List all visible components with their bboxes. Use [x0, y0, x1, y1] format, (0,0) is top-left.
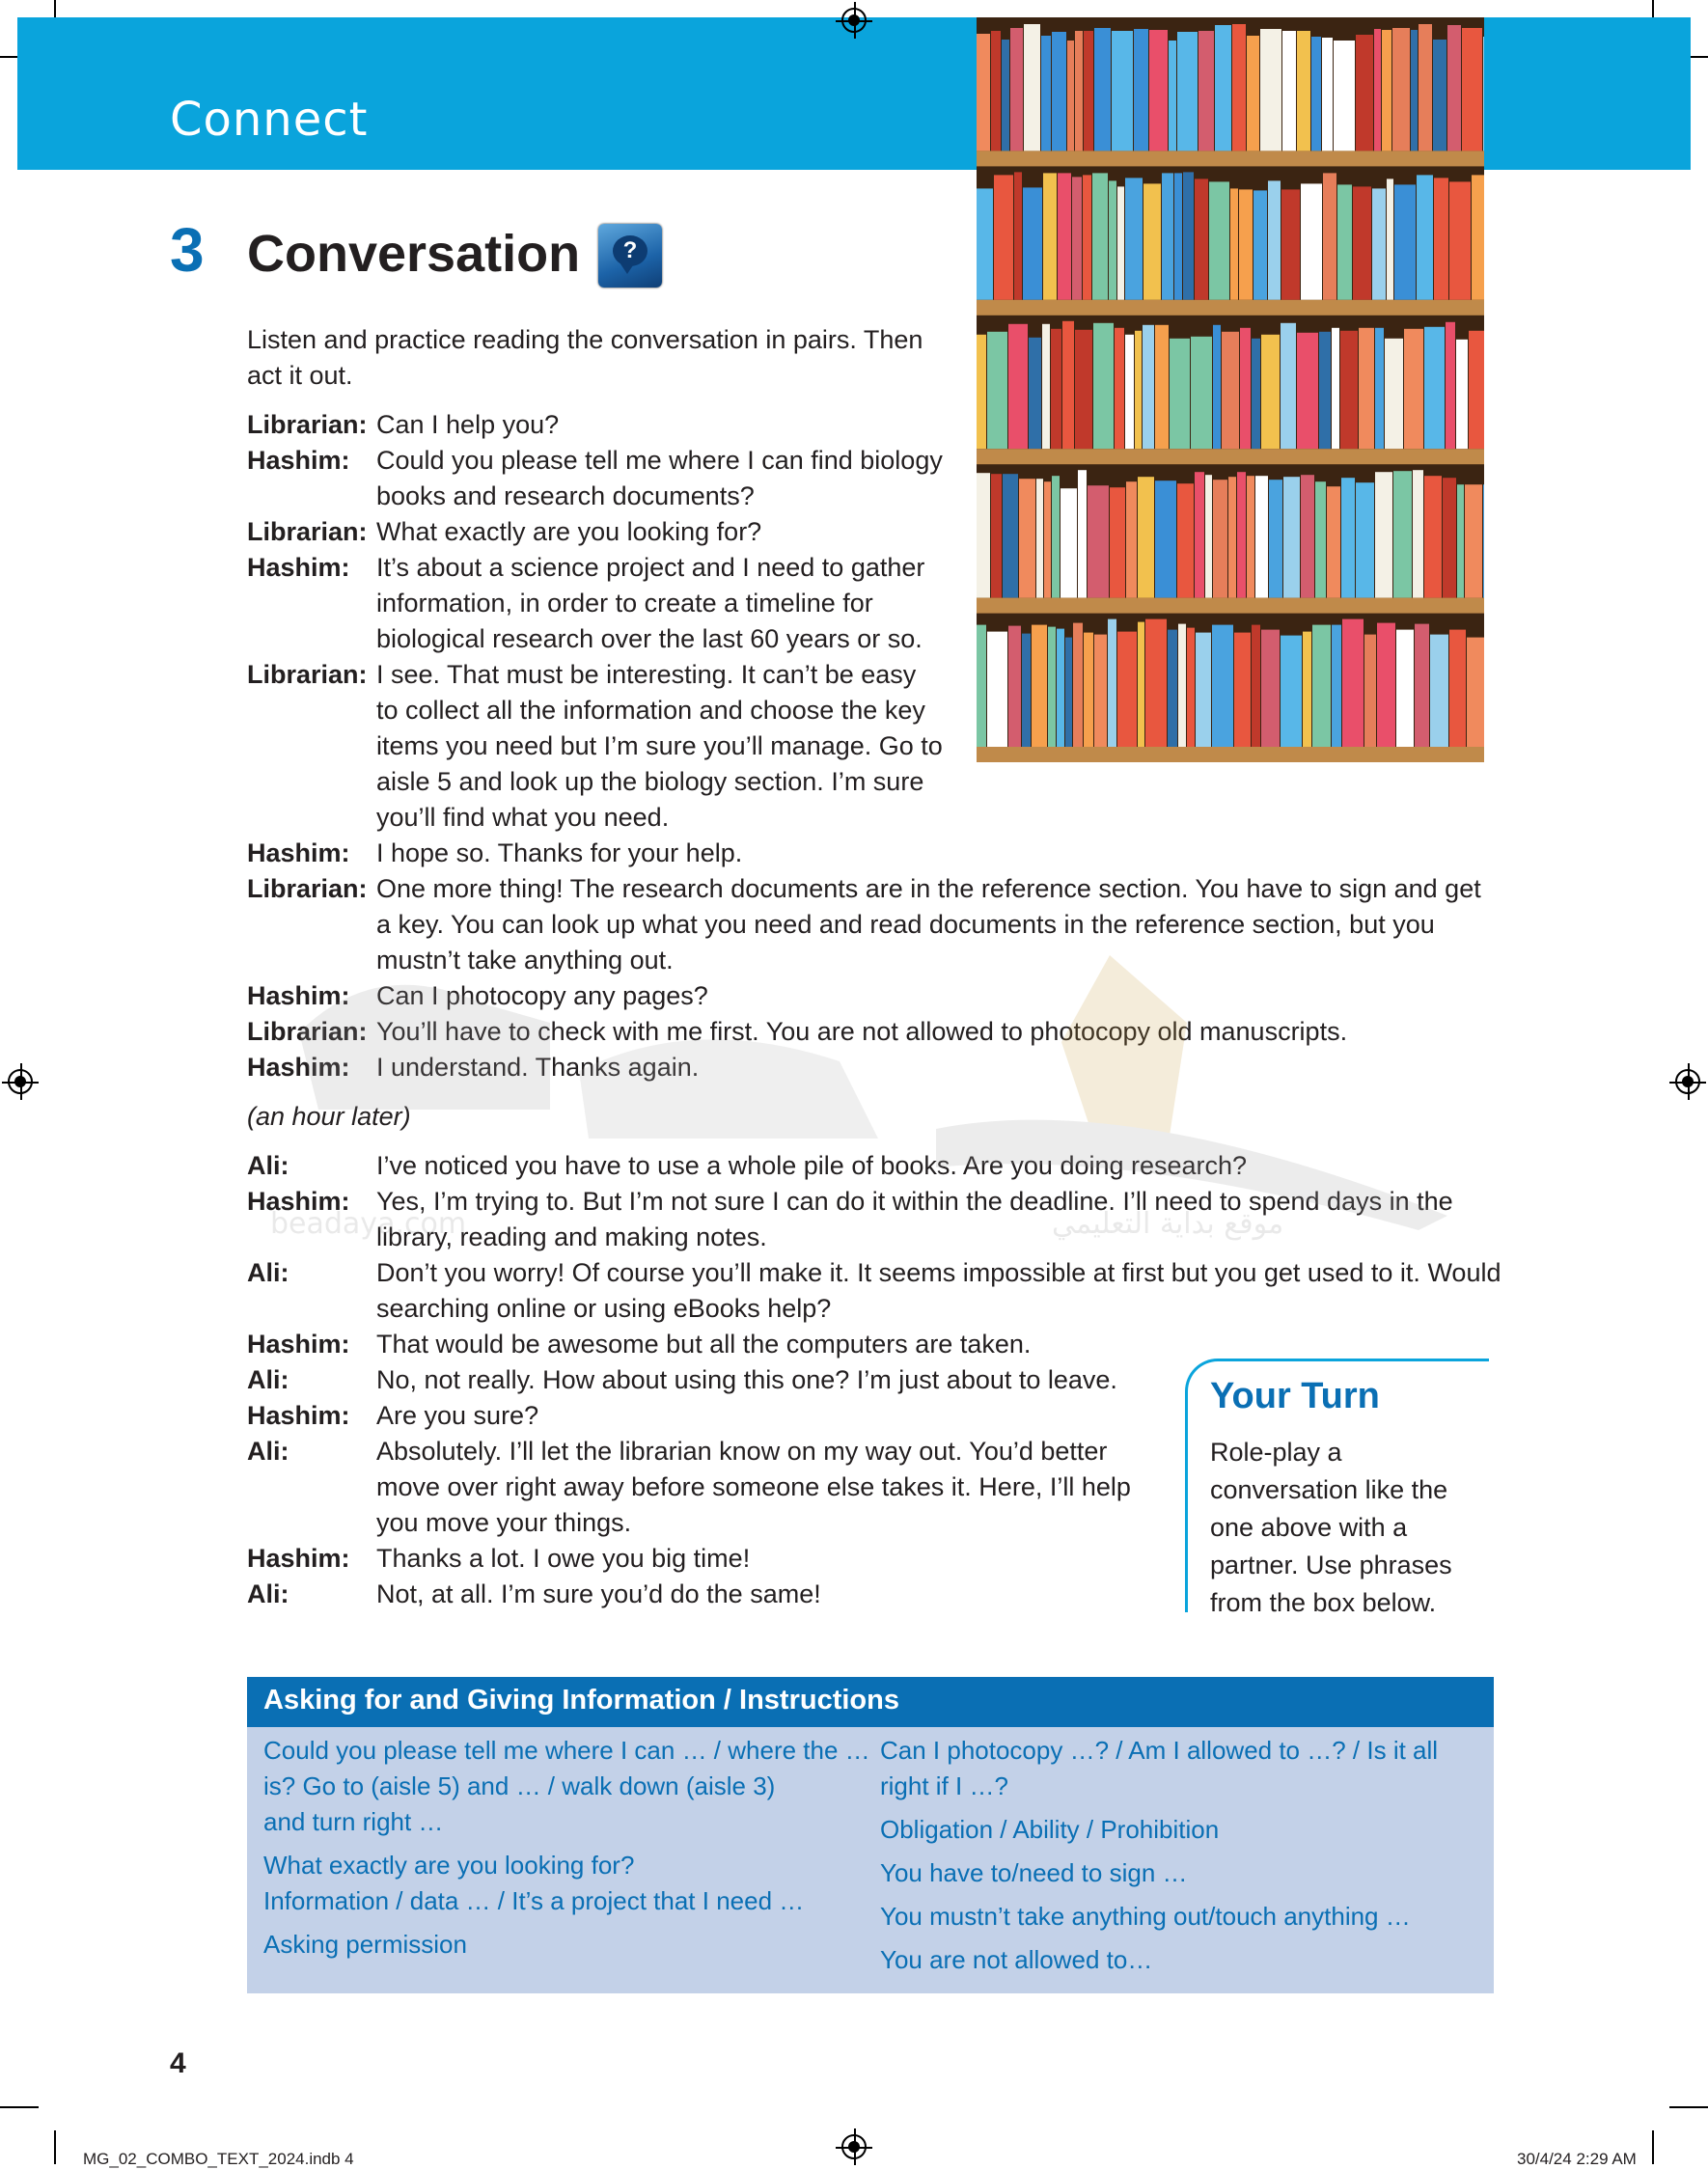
dialogue-line: I see. That must be interesting. It can’t be easy	[376, 660, 917, 689]
speaker-label: Hashim:	[247, 1053, 350, 1082]
section-number: 3	[170, 215, 205, 285]
header-title: Connect	[170, 93, 369, 147]
dialogue-line: library, reading and making notes.	[376, 1222, 767, 1251]
dialogue-line: to collect all the information and choose the key	[376, 696, 925, 725]
dialogue-line: It’s about a science project and I need to gather	[376, 553, 925, 582]
registration-mark-icon	[1675, 1069, 1700, 1094]
dialogue-line: Can I help you?	[376, 410, 560, 439]
dialogue-line: What exactly are you looking for?	[376, 517, 762, 546]
dialogue-line: One more thing! The research documents are in the reference section. You have to sign and get	[376, 874, 1481, 903]
phrase-item: is? Go to (aisle 5) and … / walk down (aisle 3)	[263, 1771, 776, 1800]
phrase-item: Asking permission	[263, 1930, 467, 1959]
footer-file: MG_02_COMBO_TEXT_2024.indb 4	[83, 2150, 354, 2168]
dialogue-line: you’ll find what you need.	[376, 803, 670, 832]
your-turn-title: Your Turn	[1210, 1376, 1380, 1416]
speaker-label: Ali:	[247, 1365, 289, 1394]
watermark-latin: beadaya.com	[270, 1207, 467, 1241]
dialogue-line: searching online or using eBooks help?	[376, 1294, 832, 1323]
dialogue-line: Can I photocopy any pages?	[376, 981, 708, 1010]
speaker-label: Hashim:	[247, 981, 350, 1010]
speaker-label: Hashim:	[247, 838, 350, 867]
phrase-item: You are not allowed to…	[880, 1945, 1153, 1974]
dialogue-line: That would be awesome but all the computers are taken.	[376, 1330, 1032, 1359]
dialogue-line: No, not really. How about using this one? I’m just about to leave.	[376, 1365, 1117, 1394]
dialogue-line: books and research documents?	[376, 481, 755, 510]
your-turn-line: from the box below.	[1210, 1588, 1437, 1617]
instructions-text: Listen and practice reading the conversation in pairs. Then act it out.	[247, 325, 923, 390]
speaker-label: Librarian:	[247, 1017, 368, 1046]
dialogue-line: I’ve noticed you have to use a whole pile of books. Are you doing research?	[376, 1151, 1248, 1180]
speaker-label: Librarian:	[247, 517, 368, 546]
your-turn-text	[1210, 1434, 1471, 1622]
phrase-item: Could you please tell me where I can … / where the …	[263, 1736, 870, 1765]
dialogue-line: move over right away before someone else takes it. Here, I’ll help	[376, 1472, 1131, 1501]
registration-mark-icon	[841, 2134, 867, 2159]
dialogue-line: Not, at all. I’m sure you’d do the same!	[376, 1579, 821, 1608]
phrase-item: Obligation / Ability / Prohibition	[880, 1815, 1220, 1844]
dialogue-line: Thanks a lot. I owe you big time!	[376, 1544, 751, 1573]
registration-mark-icon	[841, 8, 867, 33]
speaker-label: Hashim:	[247, 1330, 350, 1359]
page-number: 4	[170, 2047, 186, 2079]
speaker-label: Ali:	[247, 1258, 289, 1287]
dialogue-line: items you need but I’m sure you’ll manage. Go to	[376, 731, 943, 760]
phrase-item: You have to/need to sign …	[880, 1858, 1188, 1887]
dialogue-line: Are you sure?	[376, 1401, 539, 1430]
speaker-label: Ali:	[247, 1151, 289, 1180]
dialogue-line: aisle 5 and look up the biology section. I’m sure	[376, 767, 924, 796]
phrase-item: You mustn’t take anything out/touch anything …	[880, 1902, 1411, 1931]
dialogue-line: Absolutely. I’ll let the librarian know on my way out. You’d better	[376, 1437, 1108, 1466]
time-note: (an hour later)	[247, 1102, 411, 1131]
dialogue-line: I understand. Thanks again.	[376, 1053, 700, 1082]
phrase-item: right if I …?	[880, 1771, 1008, 1800]
speaker-label: Librarian:	[247, 874, 368, 903]
speaker-label: Hashim:	[247, 446, 350, 475]
speaker-label: Hashim:	[247, 553, 350, 582]
dialogue-line: you move your things.	[376, 1508, 632, 1537]
speaker-label: Librarian:	[247, 410, 368, 439]
phrase-item: Can I photocopy …? / Am I allowed to …? / Is it all	[880, 1736, 1439, 1765]
dialogue-line: Don’t you worry! Of course you’ll make it. It seems impossible at first but you get used to it. Would	[376, 1258, 1501, 1287]
dialogue-line: mustn’t take anything out.	[376, 946, 674, 975]
bookshelf-photo	[977, 17, 1484, 762]
speaker-label: Ali:	[247, 1437, 289, 1466]
speaker-label: Librarian:	[247, 660, 368, 689]
dialogue-line: a key. You can look up what you need and read documents in the reference section, but you	[376, 910, 1435, 939]
phrase-item: Information / data … / It’s a project that I need …	[263, 1886, 805, 1915]
question-mark-icon: ?	[613, 235, 647, 266]
dialogue-line: biological research over the last 60 years or so.	[376, 624, 923, 653]
dialogue-line: information, in order to create a timeline for	[376, 589, 873, 618]
speaker-label: Hashim:	[247, 1544, 350, 1573]
speaker-label: Hashim:	[247, 1187, 350, 1216]
footer-date: 30/4/24 2:29 AM	[1517, 2150, 1637, 2168]
speaker-label: Hashim:	[247, 1401, 350, 1430]
phrase-box-title: Asking for and Giving Information / Instructions	[263, 1685, 899, 1716]
your-turn-line: conversation like the	[1210, 1475, 1448, 1504]
registration-mark-icon	[8, 1069, 33, 1094]
your-turn-line: one above with a	[1210, 1513, 1408, 1542]
watermark-arabic: موقع بداية التعليمي	[1052, 1207, 1284, 1241]
help-speech-bubble-icon[interactable]	[598, 224, 662, 288]
section-title: Conversation	[247, 225, 581, 283]
dialogue-line: I hope so. Thanks for your help.	[376, 838, 743, 867]
phrase-item: and turn right …	[263, 1807, 444, 1836]
dialogue-line: You’ll have to check with me first. You are not allowed to photocopy old manuscripts.	[376, 1017, 1348, 1046]
phrase-item: What exactly are you looking for?	[263, 1851, 635, 1880]
your-turn-line: partner. Use phrases	[1210, 1551, 1452, 1579]
speaker-label: Ali:	[247, 1579, 289, 1608]
your-turn-line: Role-play a	[1210, 1438, 1342, 1467]
dialogue-line: Could you please tell me where I can find biology	[376, 446, 943, 475]
dialogue-line: Yes, I’m trying to. But I’m not sure I can do it within the deadline. I’ll need to spend days in the	[376, 1187, 1453, 1216]
